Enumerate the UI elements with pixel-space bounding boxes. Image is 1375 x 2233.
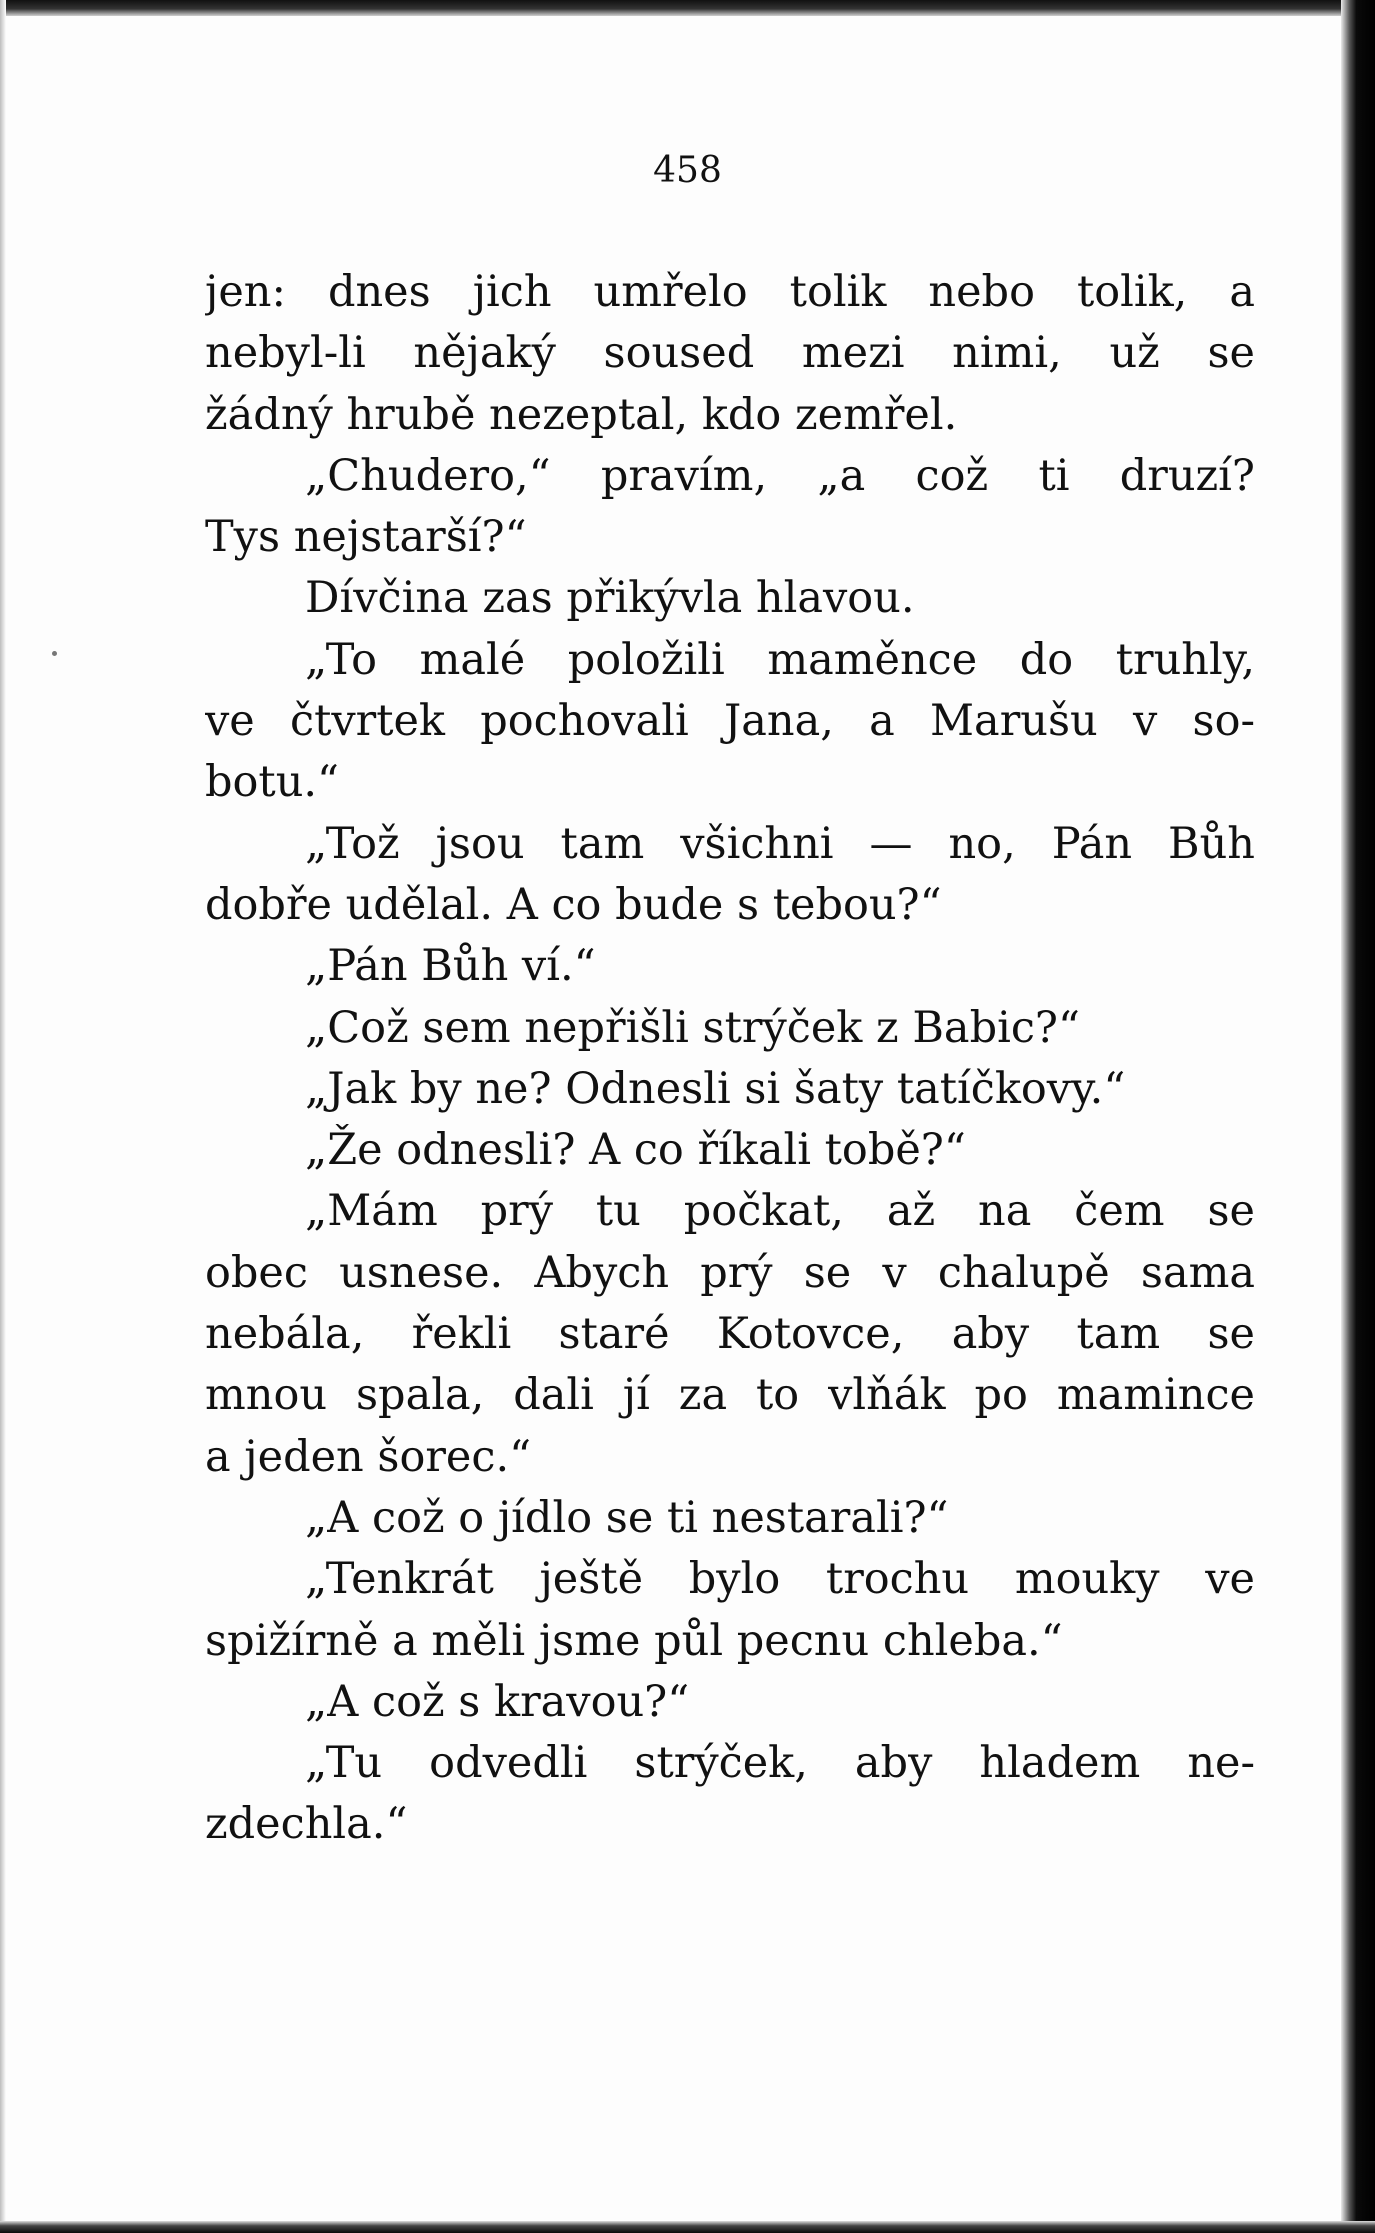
text-line: „Chudero,“ pravím, „a což ti druzí?: [305, 450, 1255, 501]
text-line: botu.“: [205, 757, 340, 808]
text-line: ve čtvrtek pochovali Jana, a Marušu v so-: [205, 696, 1255, 747]
text-line: žádný hrubě nezeptal, kdo zemřel.: [205, 389, 958, 440]
text-line: „Že odnesli? A co říkali tobě?“: [305, 1125, 966, 1176]
text-line: Tys nejstarší?“: [205, 512, 527, 563]
text-line: „Tož jsou tam všichni — no, Pán Bůh: [305, 818, 1255, 869]
page-number: 458: [653, 150, 722, 191]
text-line: dobře udělal. A co bude s tebou?“: [205, 879, 942, 930]
text-line: spižírně a měli jsme půl pecnu chleba.“: [205, 1615, 1063, 1666]
scan-edge-left: [0, 0, 6, 2233]
text-line: jen: dnes jich umřelo tolik nebo tolik, a: [205, 267, 1255, 317]
text-line: „Což sem nepřišli strýček z Babic?“: [305, 1002, 1080, 1053]
text-line: „To malé položili maměnce do truhly,: [305, 634, 1255, 685]
text-line: „Mám prý tu počkat, až na čem se: [305, 1186, 1255, 1237]
text-line: mnou spala, dali jí za to vlňák po mamince: [205, 1370, 1255, 1421]
text-line: nebyl-li nějaký soused mezi nimi, už se: [205, 328, 1255, 379]
text-line: „A což s kravou?“: [305, 1676, 690, 1727]
text-line: nebála, řekli staré Kotovce, aby tam se: [205, 1309, 1255, 1360]
scan-edge-top: [0, 0, 1375, 16]
text-line: „A což o jídlo se ti nestarali?“: [305, 1492, 949, 1543]
text-line: zdechla.“: [205, 1799, 408, 1850]
body-text: [205, 262, 1255, 1856]
text-line: obec usnese. Abych prý se v chalupě sama: [205, 1247, 1255, 1298]
text-line: „Jak by ne? Odnesli si šaty tatíčkovy.“: [305, 1063, 1126, 1114]
scan-speck: [52, 651, 57, 656]
text-line: Dívčina zas přikývla hlavou.: [305, 573, 915, 624]
scan-edge-bottom: [0, 2221, 1375, 2233]
text-line: „Tenkrát ještě bylo trochu mouky ve: [305, 1554, 1255, 1605]
text-line: „Pán Bůh ví.“: [305, 941, 596, 992]
text-line: a jeden šorec.“: [205, 1431, 532, 1482]
text-line: „Tu odvedli strýček, aby hladem ne-: [305, 1738, 1255, 1789]
scan-edge-right: [1341, 0, 1375, 2233]
